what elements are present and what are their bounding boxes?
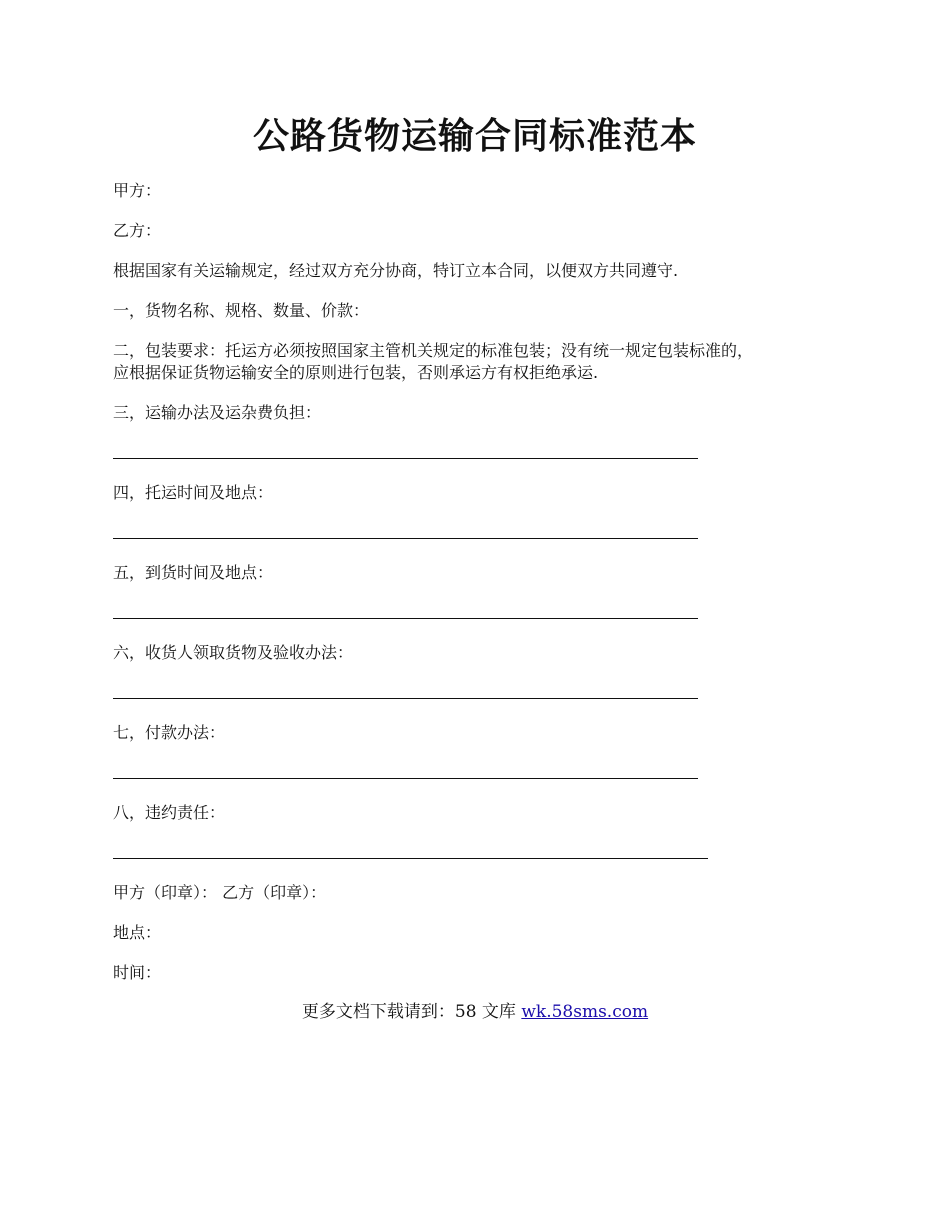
clause-5-label: 五，到货时间及地点：: [113, 563, 274, 582]
clause-5-blank-line: [113, 618, 698, 619]
footer-link[interactable]: wk.58sms.com: [521, 1002, 649, 1022]
clause-8-label: 八，违约责任：: [113, 803, 226, 822]
clause-4-blank-line: [113, 538, 698, 539]
document-title: 公路货物运输合同标准范本: [252, 115, 697, 157]
clause-2-line-1: 二，包装要求：托运方必须按照国家主管机关规定的标准包装；没有统一规定包装标准的，: [113, 341, 754, 360]
clause-1-label: 一，货物名称、规格、数量、价款：: [113, 301, 370, 320]
place-label: 地点：: [113, 923, 162, 942]
clause-2-line-2: 应根据保证货物运输安全的原则进行包装，否则承运方有权拒绝承运.: [113, 363, 599, 382]
footer-text: 更多文档下载请到：58 文库: [301, 1002, 522, 1022]
clause-3-blank-line: [113, 458, 698, 459]
signature-line: 甲方（印章）： 乙方（印章）：: [113, 883, 327, 902]
footer: [0, 1000, 950, 1024]
clause-6-label: 六，收货人领取货物及验收办法：: [113, 643, 354, 662]
party-b-label: 乙方：: [113, 221, 162, 240]
clause-2-paragraph: [113, 340, 873, 384]
clause-8-blank-line: [113, 858, 708, 859]
party-a-label: 甲方：: [113, 181, 162, 200]
clause-6-blank-line: [113, 698, 698, 699]
clause-4-label: 四，托运时间及地点：: [113, 483, 274, 502]
intro-paragraph: 根据国家有关运输规定，经过双方充分协商，特订立本合同，以便双方共同遵守.: [113, 261, 679, 280]
clause-3-label: 三，运输办法及运杂费负担：: [113, 403, 322, 422]
time-label: 时间：: [113, 963, 162, 982]
clause-7-blank-line: [113, 778, 698, 779]
clause-7-label: 七，付款办法：: [113, 723, 226, 742]
